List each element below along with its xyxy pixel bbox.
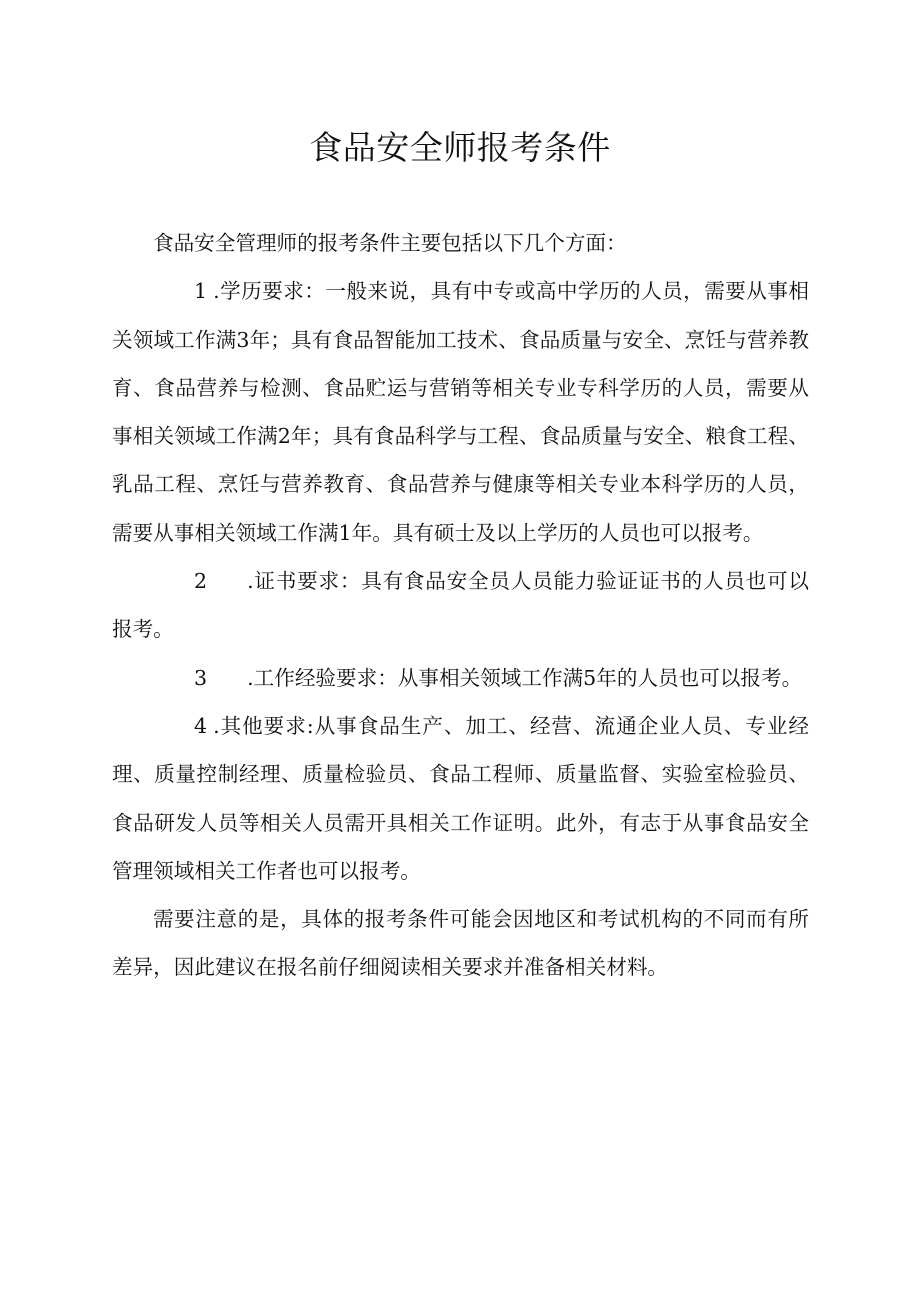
intro-paragraph: 食品安全管理师的报考条件主要包括以下几个方面：	[153, 231, 627, 255]
requirement-education	[112, 267, 809, 557]
document-body	[112, 219, 809, 992]
document-title: 食品安全师报考条件	[309, 128, 611, 167]
requirement-number: 2	[194, 569, 208, 594]
closing-paragraph: 需要注意的是，具体的报考条件可能会因地区和考试机构的不同而有所差异，因此建议在报名前仔细阅读相关要求并准备相关材料。	[112, 907, 809, 980]
requirement-text: .其他要求:从事食品生产、加工、经营、流通企业人员、专业经理、质量控制经理、质量检验员、食品工程师、质量监督、实验室检验员、食品研发人员等相关人员需开具相关工作证明。此外，有志于从事食品安全管理领域相关工作者也可以报考。	[112, 713, 809, 883]
requirement-number: 4	[194, 713, 208, 738]
requirement-experience	[112, 654, 809, 702]
requirement-number: 1	[194, 279, 208, 304]
requirement-number: 3	[194, 665, 208, 690]
requirement-text: .学历要求：一般来说，具有中专或高中学历的人员，需要从事相关领域工作满3年；具有食品智能加工技术、食品质量与安全、烹饪与营养教育、食品营养与检测、食品贮运与营销等相关专业专科学历的人员，需要从事相关领域工作满2年；具有食品科学与工程、食品质量与安全、粮食工程、乳品工程、烹饪与营养教育、食品营养与健康等相关专业本科学历的人员，需要从事相关领域工作满1年。具有硕士及以上学历的人员也可以报考。	[112, 279, 809, 545]
requirement-text: .工作经验要求：从事相关领域工作满5年的人员也可以报考。	[247, 665, 803, 690]
requirement-certificate	[112, 557, 809, 654]
requirement-text: .证书要求：具有食品安全员人员能力验证证书的人员也可以报考。	[112, 569, 809, 642]
requirement-other	[112, 702, 809, 895]
